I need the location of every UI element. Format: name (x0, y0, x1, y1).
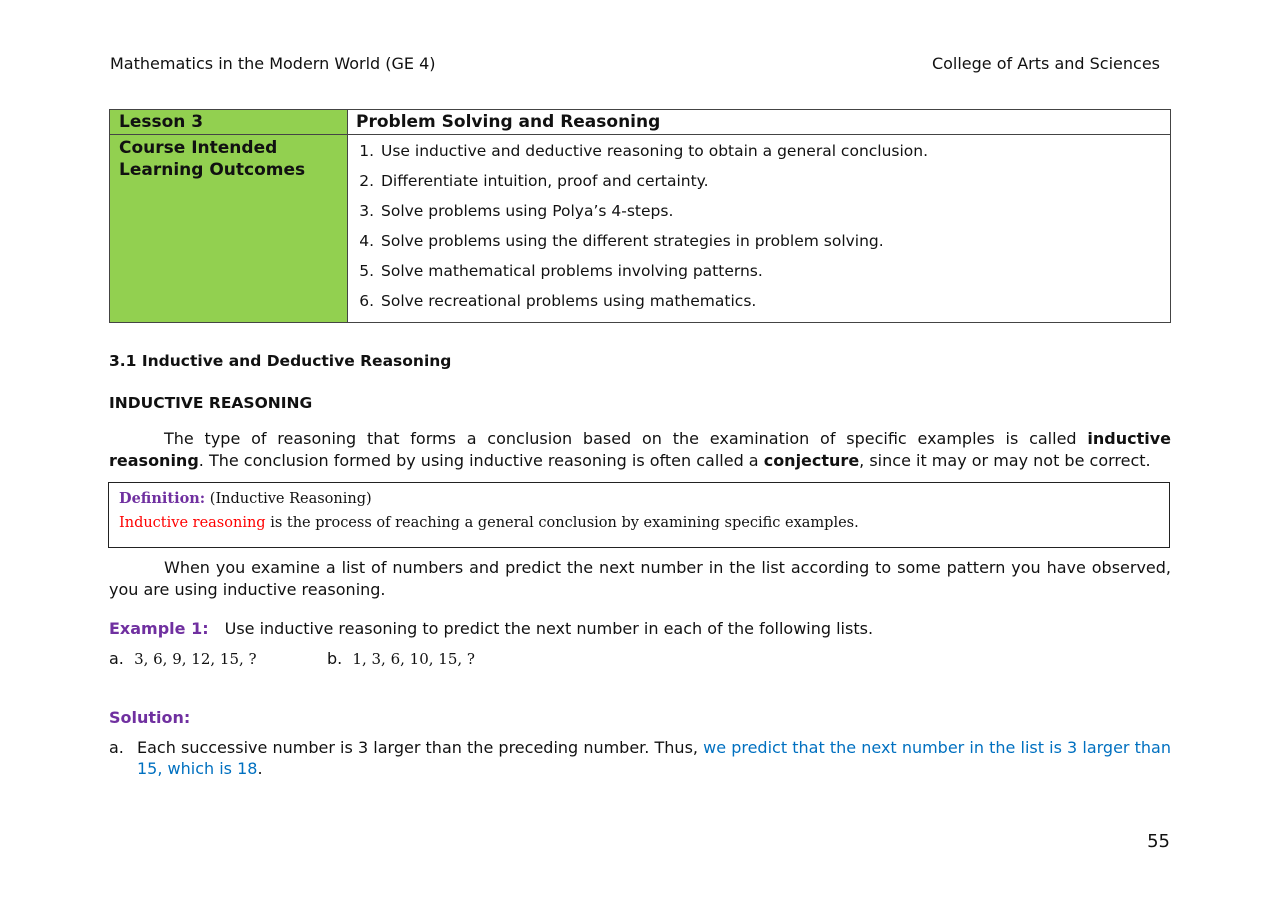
solution-a-end: . (257, 759, 263, 778)
header-college: College of Arts and Sciences (931, 54, 1160, 73)
outcomes-cell (348, 135, 1171, 323)
outcome-item: 3. Solve problems using Polya’s 4-steps. (379, 199, 1169, 229)
term-inductive-reasoning: inductive reasoning (109, 429, 1171, 470)
para1-text-1: The type of reasoning that forms a conclusion based on the examination of specific examples is called (164, 429, 1088, 448)
example-1 (109, 619, 873, 638)
list-b-label: b. (327, 649, 343, 668)
para1-text-3: , since it may or may not be correct. (859, 451, 1151, 470)
definition-term: Inductive reasoning (119, 515, 266, 531)
definition-name: (Inductive Reasoning) (209, 491, 372, 507)
example-label: Example 1: (109, 619, 209, 638)
example-lists (109, 649, 475, 668)
lesson-table (109, 109, 1171, 323)
lesson-label: Lesson 3 (110, 110, 348, 135)
header-course-title: Mathematics in the Modern World (GE 4) (110, 54, 436, 73)
page-number: 55 (1147, 831, 1170, 852)
term-conjecture: conjecture (763, 451, 860, 470)
subsection-title: INDUCTIVE REASONING (109, 394, 313, 412)
outcomes-label (110, 135, 348, 323)
outcomes-label-line1: Course Intended (119, 138, 278, 158)
outcome-item: 2. Differentiate intuition, proof and certainty. (379, 169, 1169, 199)
example-text: Use inductive reasoning to predict the next number in each of the following lists. (224, 619, 874, 638)
para2-text: When you examine a list of numbers and predict the next number in the list according to some pattern you have observed, you are using inductive reasoning. (109, 558, 1171, 599)
solution-a-highlight: we predict that the next number in the list is 3 larger than 15, which is 18 (137, 738, 1171, 778)
outcome-item: 6. Solve recreational problems using mathematics. (379, 289, 1169, 319)
para1-text-2: . The conclusion formed by using inductive reasoning is often called a (198, 451, 764, 470)
outcome-item: 4. Solve problems using the different strategies in problem solving. (379, 229, 1169, 259)
section-title: 3.1 Inductive and Deductive Reasoning (109, 352, 452, 370)
paragraph-inductive-intro (109, 428, 1171, 472)
paragraph-number-lists (109, 557, 1171, 601)
definition-label: Definition: (119, 490, 206, 507)
definition-text: is the process of reaching a general conclusion by examining specific examples. (265, 515, 859, 531)
list-a-label: a. (109, 649, 124, 668)
outcomes-list (349, 136, 1169, 321)
list-a-values: 3, 6, 9, 12, 15, ? (134, 650, 257, 668)
lesson-title: Problem Solving and Reasoning (348, 110, 1171, 135)
list-b-values: 1, 3, 6, 10, 15, ? (352, 650, 475, 668)
solution-a (109, 737, 1171, 779)
solution-a-text: Each successive number is 3 larger than the preceding number. Thus, (137, 738, 704, 757)
solution-label: Solution: (109, 708, 191, 727)
outcomes-label-line2: Learning Outcomes (119, 160, 306, 180)
outcome-item: 5. Solve mathematical problems involving patterns. (379, 259, 1169, 289)
definition-box (108, 482, 1170, 548)
outcome-item: 1. Use inductive and deductive reasoning to obtain a general conclusion. (379, 139, 1169, 169)
solution-a-label: a. (109, 738, 124, 757)
